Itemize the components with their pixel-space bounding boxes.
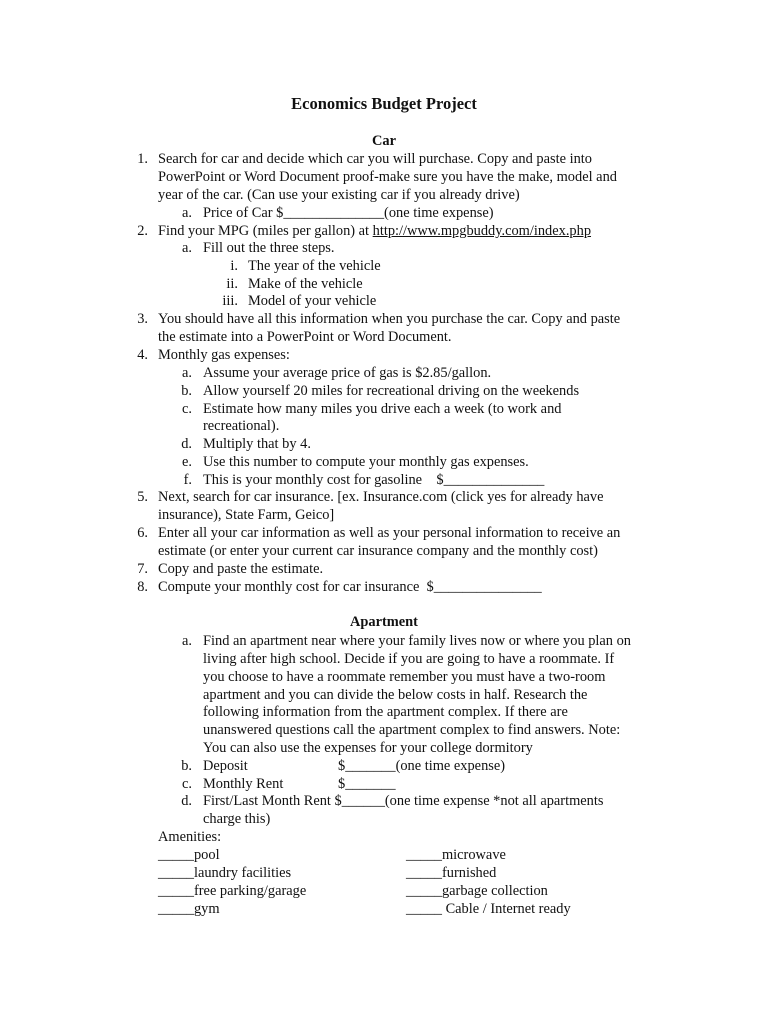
apartment-a-line-2: living after high school. Decide if you are going to have a roommate. If	[203, 651, 615, 667]
item-6-number: 6.	[137, 525, 148, 541]
amenity-parking: _____free parking/garage	[158, 883, 307, 899]
item-3-number: 3.	[137, 311, 148, 327]
item-8-number: 8.	[137, 579, 148, 595]
step-iii-text: Model of your vehicle	[248, 293, 377, 309]
item-1a-label: a.	[182, 205, 192, 221]
item-2-line	[158, 222, 591, 240]
item-8-text: Compute your monthly cost for car insurance $_______________	[158, 579, 542, 595]
item-1-line-3: year of the car. (Can use your existing car if you already drive)	[158, 187, 520, 203]
item-5-line-2: insurance), State Farm, Geico]	[158, 507, 335, 523]
item-4b-text: Allow yourself 20 miles for recreational driving on the weekends	[203, 383, 580, 399]
car-heading: Car	[372, 133, 396, 149]
apartment-a-line-1: Find an apartment near where your family lives now or where you plan on	[203, 633, 631, 649]
item-4e-text: Use this number to compute your monthly gas expenses.	[203, 454, 529, 470]
apartment-a-line-3: you choose to have a roommate remember you must have a two-room	[203, 669, 606, 685]
item-5-line-1: Next, search for car insurance. [ex. Insurance.com (click yes for already have	[158, 489, 604, 505]
item-2-prefix: Find your MPG (miles per gallon) at	[158, 223, 373, 239]
item-3-line-1: You should have all this information when you purchase the car. Copy and paste	[158, 311, 621, 327]
item-4d-text: Multiply that by 4.	[203, 436, 311, 452]
item-4-number: 4.	[137, 347, 148, 363]
first-last-rent-line-1: First/Last Month Rent $______(one time expense *not all apartments	[203, 793, 604, 809]
amenity-pool: _____pool	[158, 847, 220, 863]
amenity-gym: _____gym	[158, 901, 220, 917]
item-4c-line-1: Estimate how many miles you drive each a week (to work and	[203, 401, 562, 417]
apartment-a-line-4: apartment and you can divide the below costs in half. Research the	[203, 687, 588, 703]
step-ii-label: ii.	[226, 276, 238, 292]
item-4a-label: a.	[182, 365, 192, 381]
apartment-b-label: b.	[181, 758, 192, 774]
item-4-text: Monthly gas expenses:	[158, 347, 290, 363]
apartment-d-label: d.	[181, 793, 192, 809]
item-4c-line-2: recreational).	[203, 418, 280, 434]
item-6-line-2: estimate (or enter your current car insurance company and the monthly cost)	[158, 543, 598, 559]
monthly-rent-label: Monthly Rent	[203, 776, 284, 792]
item-3-line-2: the estimate into a PowerPoint or Word Document.	[158, 329, 452, 345]
item-7-number: 7.	[137, 561, 148, 577]
apartment-a-label: a.	[182, 633, 192, 649]
item-1-line-2: PowerPoint or Word Document proof-make sure you have the make, model and	[158, 169, 617, 185]
apartment-a-line-7: You can also use the expenses for your college dormitory	[203, 740, 533, 756]
amenity-garbage: _____garbage collection	[406, 883, 548, 899]
amenity-furnished: _____furnished	[406, 865, 497, 881]
amenity-cable-internet: _____ Cable / Internet ready	[406, 901, 571, 917]
item-4f-text: This is your monthly cost for gasoline $______________	[203, 472, 545, 488]
step-i-label: i.	[230, 258, 238, 274]
item-4b-label: b.	[181, 383, 192, 399]
item-4f-label: f.	[183, 472, 192, 488]
apartment-c-label: c.	[182, 776, 192, 792]
item-4d-label: d.	[181, 436, 192, 452]
step-ii-text: Make of the vehicle	[248, 276, 363, 292]
deposit-value: $_______(one time expense)	[338, 758, 506, 774]
apartment-a-line-5: following information from the apartment complex. If there are	[203, 704, 568, 720]
item-2-number: 2.	[137, 223, 148, 239]
item-4a-text: Assume your average price of gas is $2.85/gallon.	[203, 365, 492, 381]
item-2a-label: a.	[182, 240, 192, 256]
document-title: Economics Budget Project	[291, 94, 477, 113]
item-1-line-1: Search for car and decide which car you will purchase. Copy and paste into	[158, 151, 592, 167]
amenities-label: Amenities:	[158, 829, 222, 845]
item-6-line-1: Enter all your car information as well as your personal information to receive an	[158, 525, 621, 541]
monthly-rent-value: $_______	[338, 776, 396, 792]
step-i-text: The year of the vehicle	[248, 258, 381, 274]
item-4e-label: e.	[182, 454, 192, 470]
apartment-heading: Apartment	[350, 614, 418, 630]
item-1a-text: Price of Car $______________(one time expense)	[203, 205, 494, 221]
item-2a-text: Fill out the three steps.	[203, 240, 335, 256]
first-last-rent-line-2: charge this)	[203, 811, 271, 827]
item-7-text: Copy and paste the estimate.	[158, 561, 324, 577]
item-1-number: 1.	[137, 151, 148, 167]
mpgbuddy-link[interactable]: http://www.mpgbuddy.com/index.php	[372, 223, 592, 239]
amenity-laundry: _____laundry facilities	[158, 865, 292, 881]
item-5-number: 5.	[137, 489, 148, 505]
amenity-microwave: _____microwave	[406, 847, 506, 863]
step-iii-label: iii.	[222, 293, 238, 309]
apartment-a-line-6: unanswered questions call the apartment complex to find answers. Note:	[203, 722, 621, 738]
item-4c-label: c.	[182, 401, 192, 417]
deposit-label: Deposit	[203, 758, 248, 774]
